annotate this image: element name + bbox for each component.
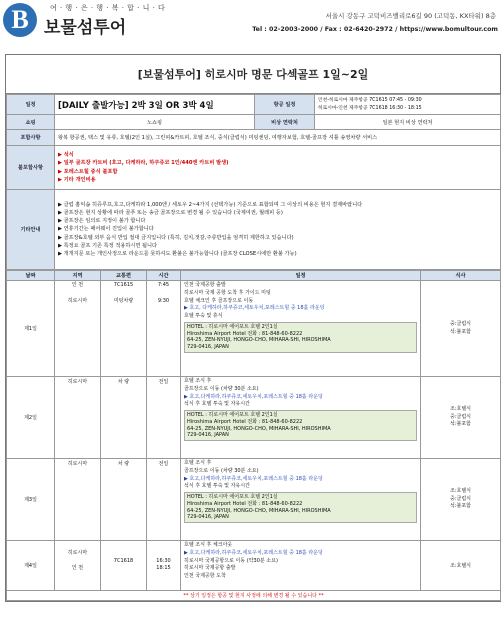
shopping-label: 쇼핑 [7,115,55,130]
meal: 석:불포함 [449,328,471,335]
exclude-item: ▶ 일부 골프장 카트비 (호고, 다케하라, 하쿠쥬코 1인/440엔 카트비 발생) [58,160,229,167]
footer-note: ** 상기 일정은 항공 및 현지 사정에 의해 변경 될 수 있습니다 ** [7,591,501,601]
schedule-line: 호텔 조식 후 체크아웃 [184,542,233,548]
hotel-box [184,410,417,441]
hotel-line: HOTEL : 히로시마 에어포트 호텔 2인1실 [187,494,278,500]
hotel-line: 64-25, ZEN-NYUJI, HONGO-CHO, MIHARA-SHI, HIROSHIMA [187,337,331,344]
schedule-line: 호텔 조식 후 [184,460,212,466]
hotel-line: Hiroshima Airport Hotel 전화 : 81-848-60-8222 [187,500,303,507]
col-meal: 식사 [421,271,501,281]
region: 히로시마 [67,297,88,304]
col-time: 시간 [147,271,181,281]
hotel-line: HOTEL : 히로시마 에어포트 호텔 2인1실 [187,412,278,418]
logo-slogan: 여 · 행 · 은 · 행 · 복 · 합 · 니 · 다 [50,4,166,12]
company-address: 서울시 강동구 고덕비즈밸리로6길 90 (고덕동, KX타워) 8층 [325,12,496,20]
include-label: 포함사항 [7,130,55,146]
note-item: ▶ 골프장은 임의로 지정이 불가 합니다 [58,218,146,225]
col-date: 날짜 [7,271,55,281]
transport [104,542,143,550]
exclude-item: ▶ 기타 개인비용 [58,176,96,183]
region: 인 천 [71,565,84,572]
time [150,542,177,550]
page-title: [보물섬투어] 히로시마 명문 다섹골프 1일~2일 [6,55,500,94]
schedule-line: 히로시마 국제공항으로 이동 (약30분 소요) [184,557,278,564]
hotel-line: 729-0416, JAPAN [187,432,229,439]
time: 7:45 [157,282,170,288]
day-label: 제3일 [7,459,55,541]
meal: 중:클럽식 [449,495,471,502]
note-item: ▶ 특정요 골프 기존 특정 적용하시면 됩니다 [58,242,158,249]
itinerary-document [5,54,501,602]
airline-schedule [315,95,501,115]
company-name: 보물섬투어 [44,18,127,38]
company-contact: Tel : 02-2003-2000 / Fax : 02-6420-2972 / https://www.bomultour.com [252,26,498,33]
info-table [6,94,501,270]
golf-line: ▶ 호고,다케하라,하쿠쥬코,세토우치,포레스트힐 중 18홀 라운딩 [184,549,323,556]
airline-outbound: 인천-히로시마 제주항공 7C1615 07:45 - 09:30 [318,98,422,104]
time: 16:30 [156,557,171,564]
table-row [7,541,501,591]
schedule-value: [DAILY 출발가능] 2박 3일 OR 3박 4일 [55,95,255,115]
hotel-line: 64-25, ZEN-NYUJI, HONGO-CHO, MIHARA-SHI, HIROSHIMA [187,425,331,432]
time: 9:30 [157,297,170,304]
hotel-line: 729-0416, JAPAN [187,514,229,521]
region: 히로시마 [55,459,101,541]
airline-label: 항공 일정 [255,95,315,115]
region: 인 천 [71,282,84,288]
hotel-box [184,492,417,523]
hotel-line: 729-0416, JAPAN [187,344,229,350]
transport: 7C1615 [113,282,134,288]
time [150,290,177,298]
time: 18:15 [156,565,171,572]
meal: 석:불포함 [449,421,471,428]
schedule-line: 석식 후 호텔 투숙 및 자유시간 [184,483,250,490]
day-label: 제2일 [7,377,55,459]
day-label: 제1일 [7,281,55,377]
exclude-item: ▶ 포레스트힐 중식 불포함 [58,168,118,175]
company-header [0,0,504,44]
note-item: ▶ 골프장&호텔 외부 음식 반입 절대 금지입니다 (특히, 김치,젓갈,주류반입을 엄격히 제한하고 있습니다) [58,234,294,241]
airline-return: 히로시마-인천 제주항공 7C1618 16:30 - 18:15 [318,105,422,111]
time: 전일 [147,459,181,541]
transport [104,550,143,558]
note-item: ▶ 골프장은 현지 상황에 따라 골푸 또는 송금 골프장으로 변경 될 수 있습니다 (국제여권, 월레피 등) [58,210,283,217]
note-label: 기타안내 [7,190,55,270]
time [150,550,177,558]
exclude-item: ▶ 석식 [58,152,74,159]
transport [104,290,143,298]
emergency-value: 일본 현지 비상 연락처 [315,115,501,130]
schedule-line: 히로시마 국제 공항 도착 후 가이드 미팅 [184,289,271,296]
hotel-line: HOTEL : 히로시마 에어포트 호텔 2인1실 [187,323,278,330]
note-item: ▶ 클럽 홈익솜 히쥬루프,호고,다케하라 1,000엔 / 세토우 2~4가지 (선택가능) 기준으로 표합되며 그 이상의 비용은 현지 결제바랍니다 [58,202,363,209]
note-item: ▶ 개개지문 또는 개인사정으로 라운드를 못하셔도 환불은 불가능합니다 (골프장 CLOSE시에만 환불 가능) [58,250,297,257]
schedule-line: 석식 후 호텔 투숙 및 자유시간 [184,401,250,408]
note-list [55,190,501,270]
itinerary-table [6,270,501,601]
meal: 조:호텔식 [449,405,471,412]
meal: 조:호텔식 [449,487,471,494]
schedule-line: 호텔 조식 후 [184,378,212,384]
day-label: 제4일 [7,541,55,591]
meal: 석:불포함 [449,503,471,510]
region [58,542,97,550]
hotel-box [184,322,417,353]
hotel-line: Hiroshima Airport Hotel 전화 : 81-848-60-8222 [187,330,303,337]
schedule-line: 인천 국제공항 도착 [184,573,226,579]
schedule-line: 인천 국제공항 출발 [184,282,226,288]
golf-line: ▶ 호고,다케하라,하쿠쥬코,세토우치,포레스트힐 중 18홀 라운딩 [184,475,323,482]
golf-line: ▶ 호고,다케하라,하쿠쥬코,세토우치,포레스트힐 중 18홀 라운딩 [184,393,323,400]
table-row [7,281,501,377]
region: 히로시마 [67,549,88,556]
schedule-label: 일정 [7,95,55,115]
transport: 7C1618 [113,557,134,564]
transport: 미팅차량 [113,297,134,304]
meal: 중:클럽식 [449,413,471,420]
exclude-list [55,146,501,190]
region: 히로시마 [55,377,101,459]
col-schedule: 일정 [181,271,421,281]
note-item: ▶ 연휴기간는 패어웨이 진입이 불가합니다 [58,226,154,233]
col-region: 지역 [55,271,101,281]
region [58,290,97,298]
col-transport: 교통편 [101,271,147,281]
shopping-value: 노쇼핑 [55,115,255,130]
transport: 차 량 [101,459,147,541]
meal: 중:클럽식 [449,320,471,327]
meal: 조:호텔식 [449,563,471,569]
schedule-line: 호텔 투숙 및 휴식 [184,313,223,319]
hotel-line: Hiroshima Airport Hotel 전화 : 81-848-60-8222 [187,418,303,425]
schedule-line: 히로시마 국제공항 출발 [184,565,236,572]
table-row [7,459,501,541]
include-value: 왕복 항공권, 택스 및 유류, 호텔(2인 1실), 그린피&카트피, 호텔 조식, 중식(클럽식) 미팅센딩, 여행자보험, 호텔-골프장 셔틀 송영차량 서비스 [55,130,501,146]
table-row [7,377,501,459]
schedule-line: 골프장으로 이동 (차량 30분 소요) [184,385,259,392]
schedule-line: 호텔 체크인 후 골프장으로 이동 [184,297,254,304]
golf-line: ▶ 호고, 다케하라,하쿠쥬코,세토우치,포레스트힐 중 18홀 라운딩 [184,305,325,312]
schedule-line: 골프장으로 이동 (차량 30분 소요) [184,467,259,474]
emergency-label: 비상 연락처 [255,115,315,130]
hotel-line: 64-25, ZEN-NYUJI, HONGO-CHO, MIHARA-SHI, HIROSHIMA [187,507,331,514]
transport [104,565,143,573]
time: 전일 [147,377,181,459]
exclude-label: 불포함사항 [7,146,55,190]
transport: 차 량 [101,377,147,459]
company-logo[interactable]: B [3,3,37,37]
